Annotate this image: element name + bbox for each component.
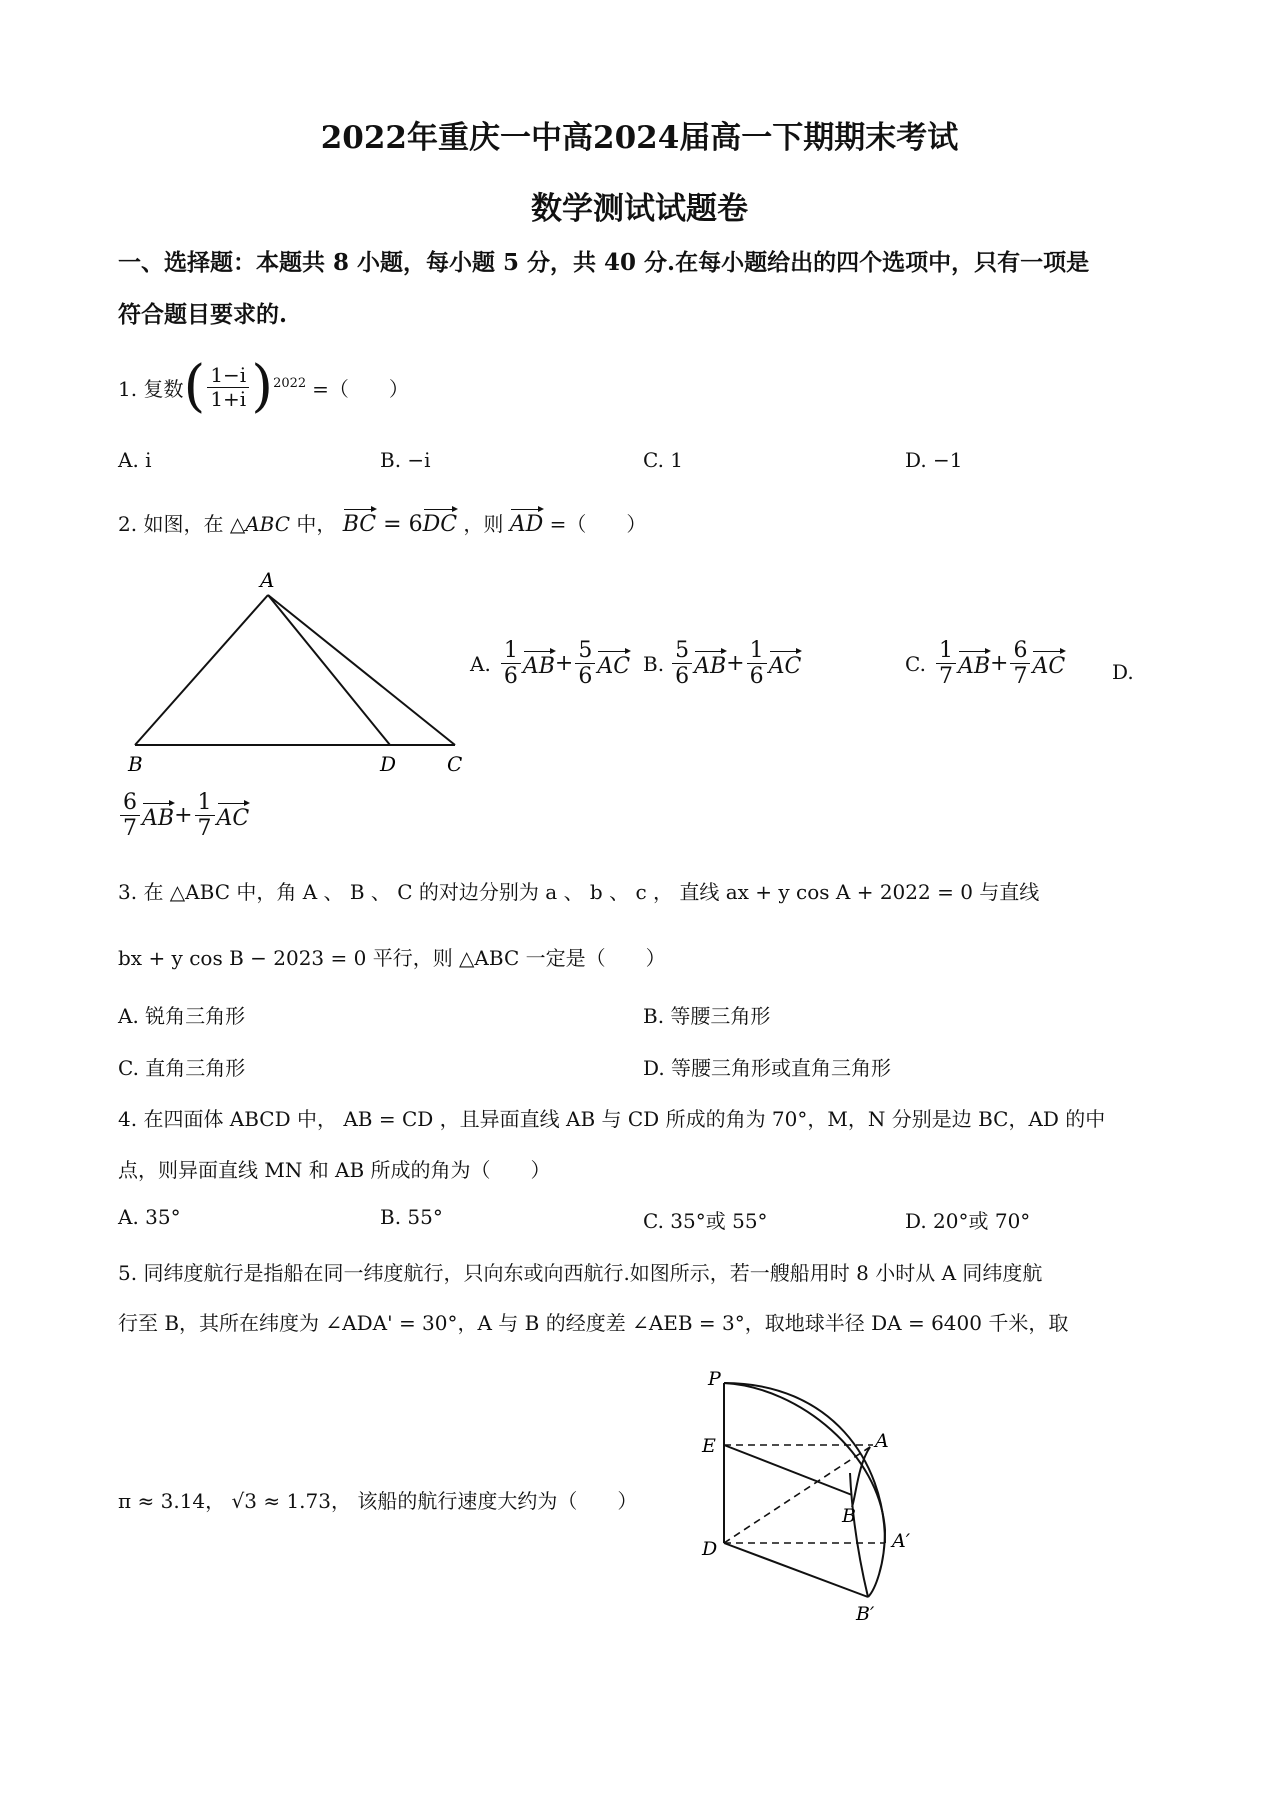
section-heading-line1: 一、选择题：本题共 8 小题，每小题 5 分，共 40 分.在每小题给出的四个选项中，只有一项是 <box>118 249 1090 276</box>
q5-line3: π ≈ 3.14， √3 ≈ 1.73， 该船的航行速度大约为（ ） <box>118 1489 638 1513</box>
q2-option-d: $\frac{6}{7}$ AB + $\frac{1}{7}$ AC <box>118 790 249 842</box>
line-db1 <box>724 1543 868 1597</box>
question-2 <box>118 506 646 537</box>
label-d: D <box>702 1538 718 1560</box>
q2-option-a: A. $\frac{1}{6}$ AB + $\frac{5}{6}$ AC <box>470 638 631 690</box>
q5-sphere-figure <box>680 1365 940 1635</box>
q2-triangle-figure <box>120 565 480 785</box>
section-heading-line2: 符合题目要求的. <box>118 301 288 328</box>
label-c: C <box>447 752 463 776</box>
q3-option-a: A. 锐角三角形 <box>118 1004 246 1028</box>
right-paren: ) <box>251 354 274 419</box>
line-eb <box>724 1445 852 1495</box>
q3-option-c: C. 直角三角形 <box>118 1056 246 1080</box>
q2-option-b: B. $\frac{5}{6}$ AB + $\frac{1}{6}$ AC <box>643 638 802 690</box>
label-a-prime: A′ <box>892 1530 911 1552</box>
q3-line1: 3. 在 △ABC 中，角 A 、 B 、 C 的对边分别为 a 、 b 、 c ， 直线 ax + y cos A + 2022 = 0 与直线 <box>118 880 1040 904</box>
q1-power: 2022 <box>273 375 307 391</box>
q3-option-d: D. 等腰三角形或直角三角形 <box>643 1056 892 1080</box>
q2-prefix: 2. 如图，在 <box>118 512 224 536</box>
q1-prefix: 1. 复数 <box>118 376 184 401</box>
left-paren: ( <box>183 354 206 419</box>
exam-subtitle: 数学测试试题卷 <box>531 191 748 227</box>
q2-option-c-letter: C. <box>905 651 926 676</box>
q2-option-a-letter: A. <box>470 651 491 676</box>
label-b-prime: B′ <box>856 1603 875 1625</box>
q2-then: ，则 <box>463 512 504 536</box>
label-p: P <box>708 1368 721 1390</box>
q3-line2: bx + y cos B − 2023 = 0 平行，则 △ABC 一定是（ ） <box>118 946 666 970</box>
q2-condition: BC = 6DC <box>343 512 457 537</box>
label-e: E <box>702 1435 716 1457</box>
q2-option-d-letter: D. <box>1112 660 1134 684</box>
q4-line2: 点，则异面直线 MN 和 AB 所成的角为（ ） <box>118 1158 551 1182</box>
q2-mid: 中， <box>296 512 337 536</box>
question-1 <box>118 352 409 422</box>
label-a: A <box>260 568 275 592</box>
label-b: B <box>842 1505 856 1527</box>
q1-denominator: 1+i <box>210 386 247 411</box>
label-d: D <box>380 752 397 776</box>
q2-suffix: =（ ） <box>549 512 647 536</box>
q1-option-b: B. −i <box>380 448 431 472</box>
q4-option-c: C. 35°或 55° <box>643 1209 768 1233</box>
q1-fraction <box>207 364 249 411</box>
q1-option-a: A. i <box>118 448 152 472</box>
exam-title: 2022年重庆一中高2024届高一下期期末考试 <box>320 120 959 156</box>
q4-line1: 4. 在四面体 ABCD 中， AB = CD ，且异面直线 AB 与 CD 所成的角为 70°，M，N 分别是边 BC，AD 的中 <box>118 1107 1106 1131</box>
label-b: B <box>128 752 143 776</box>
edge-ab <box>135 595 268 745</box>
q1-suffix: =（ ） <box>312 376 409 401</box>
label-a: A <box>875 1430 889 1452</box>
q1-numerator: 1−i <box>207 364 249 388</box>
q4-option-b: B. 55° <box>380 1205 443 1229</box>
q3-option-b: B. 等腰三角形 <box>643 1004 771 1028</box>
q1-option-d: D. −1 <box>905 448 963 472</box>
q2-triangle: △ABC <box>229 512 291 536</box>
q5-line1: 5. 同纬度航行是指船在同一纬度航行，只向东或向西航行.如图所示，若一艘船用时 8 小时从 A 同纬度航 <box>118 1261 1043 1285</box>
q2-option-c: C. $\frac{1}{7}$ AB + $\frac{6}{7}$ AC <box>905 638 1066 690</box>
edge-ac <box>268 595 455 745</box>
q1-option-c: C. 1 <box>643 448 684 472</box>
q5-line2: 行至 B，其所在纬度为 ∠ADA' = 30°，A 与 B 的经度差 ∠AEB = 3°，取地球半径 DA = 6400 千米，取 <box>118 1311 1069 1335</box>
q2-vector-ad: AD <box>510 506 544 537</box>
q4-option-d: D. 20°或 70° <box>905 1209 1031 1233</box>
q2-option-b-letter: B. <box>643 651 665 676</box>
meridian-b <box>850 1473 868 1597</box>
edge-ad <box>268 595 390 745</box>
q4-option-a: A. 35° <box>118 1205 181 1229</box>
